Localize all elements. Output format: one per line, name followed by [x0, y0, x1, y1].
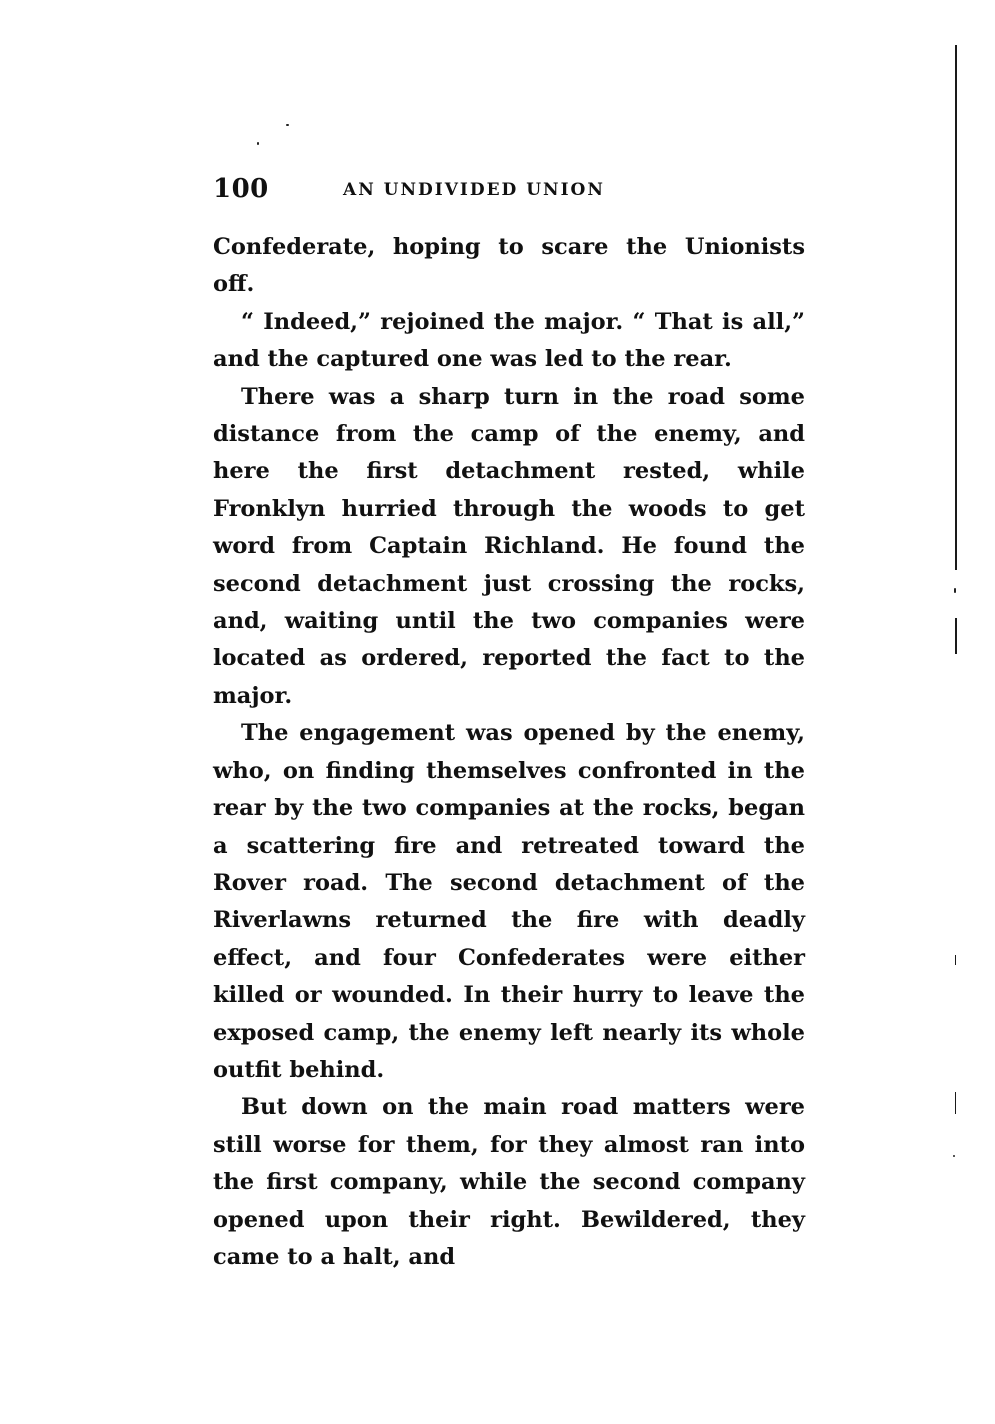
paragraph: There was a sharp turn in the road some distance from the camp of the enemy, and here the first detachment rested, while Fronklyn hurried through the woods to get word from Captain Richland. He found the second detachment just crossing the rocks, and, waiting until the two companies were located as ordered, reported the fact to the major.	[213, 383, 805, 709]
paragraph: The engagement was opened by the enemy, who, on finding themselves confronted in the rear by the two companies at the rocks, began a scattering fire and retreated toward the Rover road. The second detachment of the Riverlawns returned the fire with deadly effect, and four Confederates were either killed or wounded. In their hurry to leave the exposed camp, the enemy left nearly its whole outfit behind.	[213, 720, 805, 1083]
page-edge-line-fragment	[955, 955, 956, 965]
scan-speck	[953, 1155, 955, 1157]
page-edge-line	[955, 45, 957, 570]
paragraph: But down on the main road matters were still worse for them, for they almost ran into the first company, while the second company opened upon their right. Bewildered, they came to a halt, and	[213, 1094, 805, 1270]
body-text	[213, 229, 805, 1276]
scan-speck	[954, 588, 956, 593]
page-number: 100	[213, 174, 269, 204]
paragraph: “ Indeed,” rejoined the major. “ That is all,” and the captured one was led to the rear.	[213, 308, 805, 373]
scan-speck	[257, 142, 259, 145]
page-edge-line-fragment	[955, 1092, 956, 1114]
page-edge-line-fragment	[955, 618, 957, 654]
running-header	[213, 174, 813, 206]
paragraph: Confederate, hoping to scare the Unionists off.	[213, 234, 805, 298]
running-title: AN UNDIVIDED UNION	[343, 180, 605, 200]
scan-speck	[286, 124, 289, 126]
